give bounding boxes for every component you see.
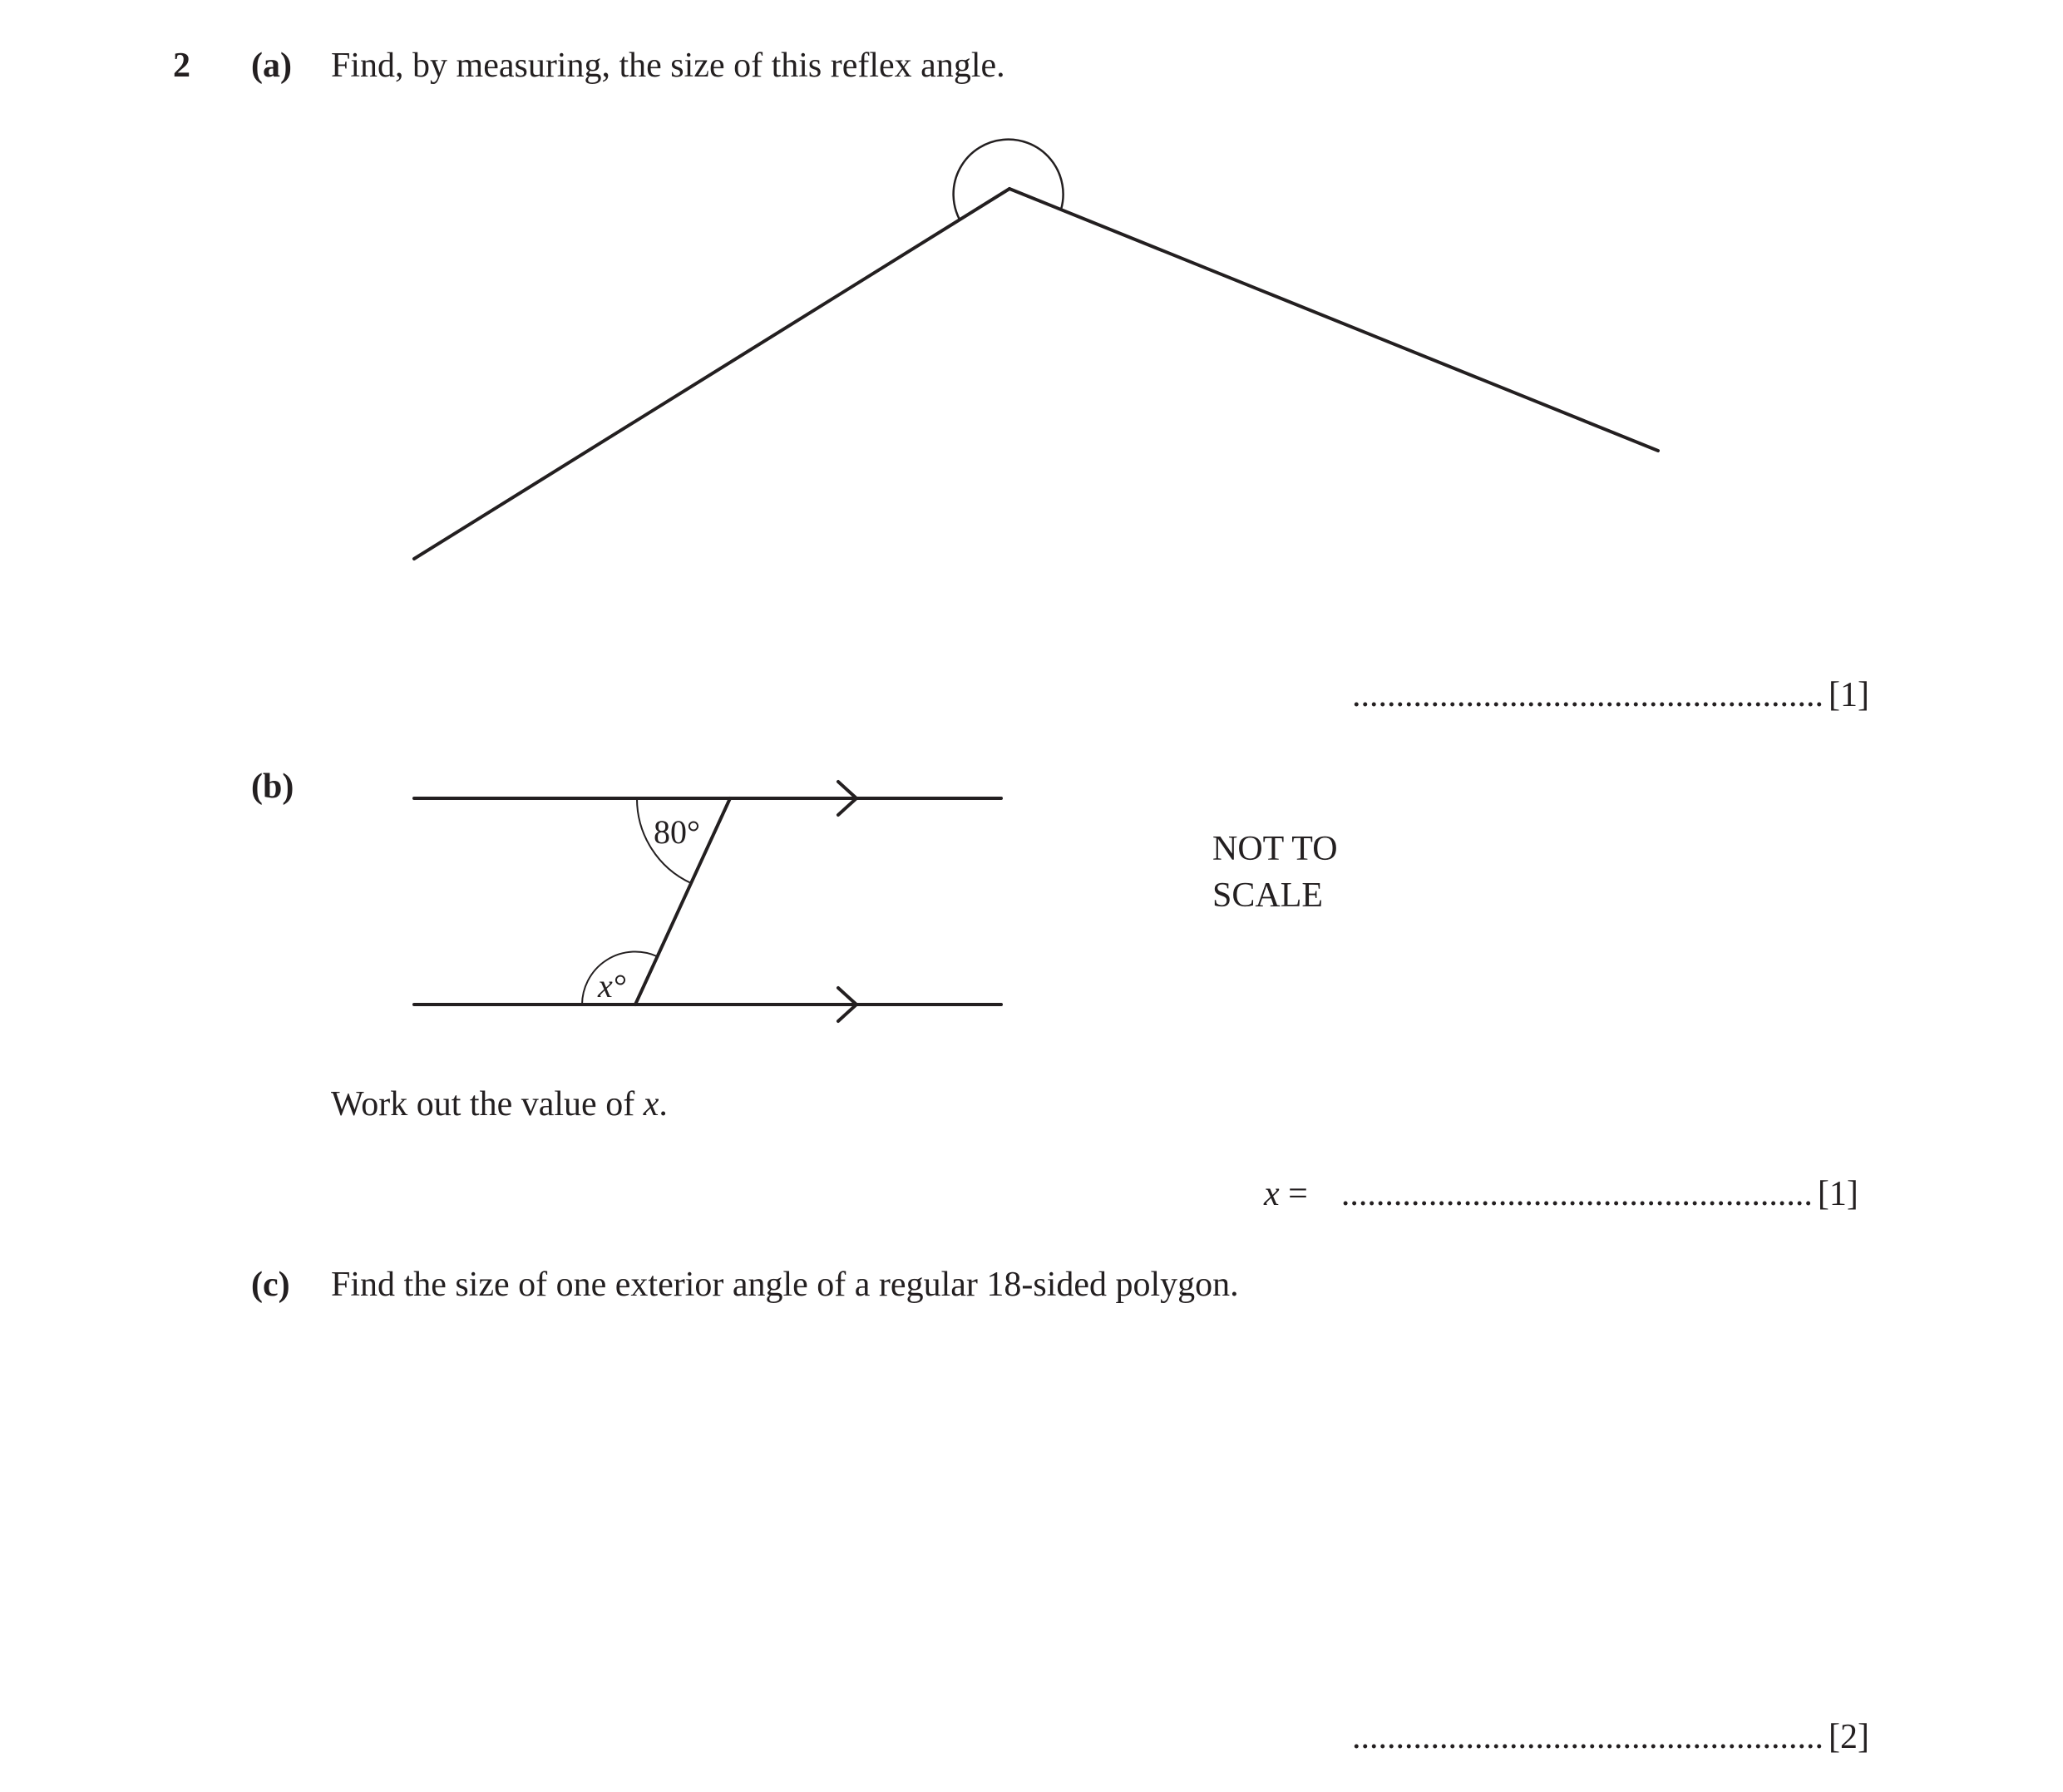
- part-b-answer-variable: x: [1264, 1175, 1280, 1213]
- part-b-prompt-end: .: [659, 1085, 668, 1123]
- part-b-prompt: [331, 1087, 668, 1122]
- part-a-label: (a): [251, 47, 292, 85]
- part-c-marks: [2]: [1829, 1718, 1869, 1756]
- part-b-answer-dots[interactable]: ......................................................: [1340, 1175, 1813, 1213]
- part-a-prompt: Find, by measuring, the size of this reflex angle.: [331, 47, 1005, 85]
- part-b-prompt-text: Work out the value of: [331, 1085, 644, 1123]
- angle-80-label: 80°: [654, 813, 700, 851]
- part-b-marks: [1]: [1817, 1175, 1858, 1213]
- part-c-answer-dots[interactable]: ......................................................: [1352, 1718, 1824, 1756]
- part-a-marks: [1]: [1829, 676, 1869, 714]
- not-to-scale-line1: NOT TO: [1212, 830, 1338, 868]
- angle-x-label: x°: [598, 967, 626, 1005]
- not-to-scale-line2: SCALE: [1212, 876, 1324, 915]
- part-c-answer-line: [1352, 1720, 1869, 1755]
- part-b-answer-line: [1264, 1177, 1858, 1212]
- part-c-label: (c): [251, 1266, 290, 1304]
- question-number: 2: [173, 47, 190, 85]
- part-b-answer-equals: =: [1279, 1175, 1308, 1213]
- part-b-prompt-variable: x: [643, 1085, 659, 1123]
- part-c-prompt: Find the size of one exterior angle of a regular 18-sided polygon.: [331, 1266, 1239, 1304]
- part-a-answer-dots[interactable]: ......................................................: [1352, 676, 1824, 714]
- part-b-label: (b): [251, 768, 294, 806]
